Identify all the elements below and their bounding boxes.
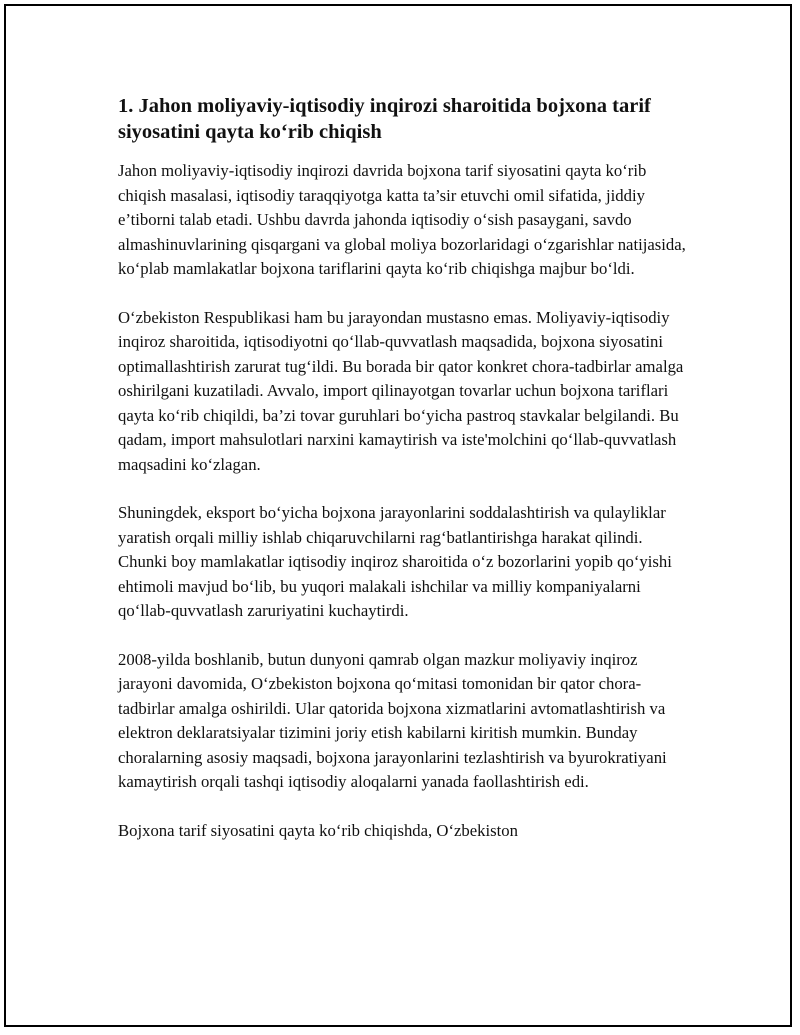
paragraph-1: Jahon moliyaviy-iqtisodiy inqirozi davrida bojxona tarif siyosatini qayta ko‘rib chiqish masalasi, iqtisodiy taraqqiyotga katta ta’sir etuvchi omil sifatida, jiddiy e’tiborni talab etadi. Ushbu davrda jahonda iqtisodiy o‘sish pasaygani, savdo almashinuvlarining qisqargani va global moliya bozorlaridagi o‘zgarishlar natijasida, ko‘plab mamlakatlar bojxona tariflarini qayta ko‘rib chiqishga majbur bo‘ldi. [118,161,686,278]
section-heading: 1. Jahon moliyaviy-iqtisodiy inqirozi sharoitida bojxona tarif siyosatini qayta ko‘rib chiqish [118,95,651,143]
paragraph-3: Shuningdek, eksport bo‘yicha bojxona jarayonlarini soddalashtirish va qulayliklar yaratish orqali milliy ishlab chiqaruvchilarni rag‘batlantirishga harakat qilindi. Chunki boy mamlakatlar iqtisodiy inqiroz sharoitida o‘z bozorlarini yopib qo‘yishi ehtimoli mavjud bo‘lib, bu yuqori malakali ishchilar va milliy kompaniyalarni qo‘llab-quvvatlash zaruriyatini kuchaytirdi. [118,503,672,620]
paragraph-5: Bojxona tarif siyosatini qayta ko‘rib chiqishda, O‘zbekiston [118,820,518,840]
paragraph-4: 2008-yilda boshlanib, butun dunyoni qamrab olgan mazkur moliyaviy inqiroz jarayoni davomida, O‘zbekiston bojxona qo‘mitasi tomonidan bir qator chora-tadbirlar amalga oshirildi. Ular qatorida bojxona xizmatlarini avtomatlashtirish va elektron deklaratsiyalar tizimini joriy etish kabilarni kiritish mumkin. Bunday choralarning asosiy maqsadi, bojxona jarayonlarini tezlashtirish va byurokratiyani kamaytirish orqali tashqi iqtisodiy aloqalarni yanada faollashtirish edi. [118,649,667,791]
paragraph-2: O‘zbekiston Respublikasi ham bu jarayondan mustasno emas. Moliyaviy-iqtisodiy inqiroz sharoitida, iqtisodiyotni qo‘llab-quvvatlash maqsadida, bojxona siyosatini optimallashtirish zarurat tug‘ildi. Bu borada bir qator konkret chora-tadbirlar amalga oshirilgani kuzatiladi. Avvalo, import qilinayotgan tovarlar uchun bojxona tariflari qayta ko‘rib chiqildi, ba’zi tovar guruhlari bo‘yicha pastroq stavkalar belgilandi. Bu qadam, import mahsulotlari narxini kamaytirish va iste'molchini qo‘llab-quvvatlash maqsadini ko‘zlagan. [118,307,684,474]
document-body [118,93,688,867]
